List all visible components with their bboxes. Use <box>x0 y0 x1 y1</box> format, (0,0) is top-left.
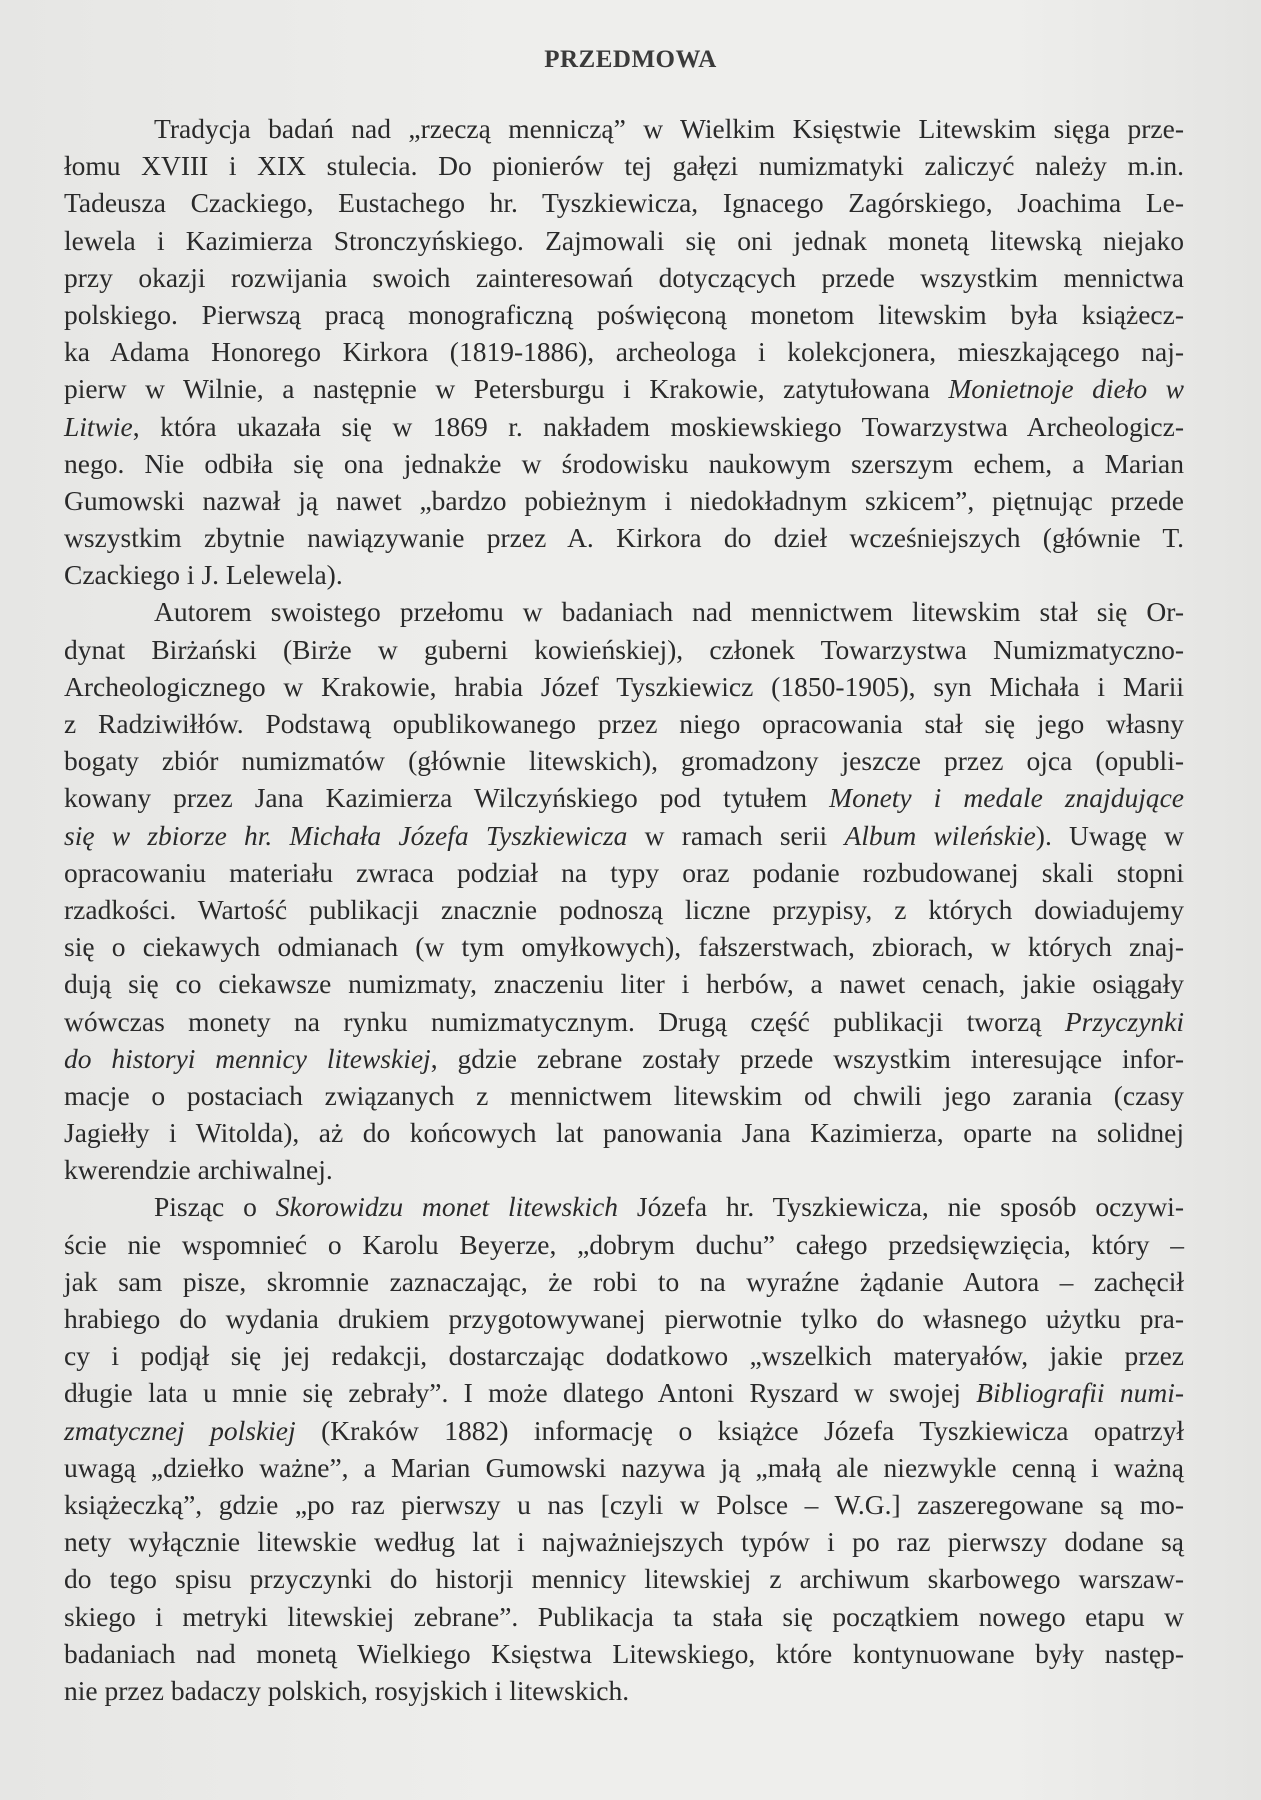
text-line <box>64 593 1184 630</box>
text-segment: ). Uwagę w <box>1035 819 1184 851</box>
text-line <box>64 445 1184 482</box>
text-line <box>64 259 1184 296</box>
text-line <box>64 1560 1184 1597</box>
text-segment: Tradycja badań nad „rzeczą menniczą” w Wielkim Księstwie Litewskim sięga prze- <box>154 113 1184 144</box>
text-line <box>64 222 1184 259</box>
text-segment: badaniach nad monetą Wielkiego Księstwa Litewskiego, które kontynuowane były następ- <box>64 1637 1184 1669</box>
text-line <box>64 779 1184 816</box>
text-line <box>64 1486 1184 1523</box>
text-segment: kwerendzie archiwalnej. <box>64 1154 333 1186</box>
text-segment: kowany przez Jana Kazimierza Wilczyńskiego pod tytułem <box>64 782 830 814</box>
text-segment: Jagiełły i Witolda), aż do końcowych lat panowania Jana Kazimierza, oparte na solidnej <box>64 1117 1184 1149</box>
paragraph <box>64 110 1184 593</box>
text-segment: łomu XVIII i XIX stulecia. Do pionierów tej gałęzi numizmatyki zaliczyć należy m.in. <box>64 150 1184 182</box>
text-segment: Józefa hr. Tyszkiewicza, nie sposób oczywi- <box>618 1191 1184 1223</box>
italic-title: się w zbiorze hr. Michała Józefa Tyszkiewicza <box>64 819 628 851</box>
text-line <box>64 1003 1184 1040</box>
text-line <box>64 631 1184 668</box>
body-text <box>64 110 1184 1709</box>
text-segment: ka Adama Honorego Kirkora (1819-1886), archeologa i kolekcjonera, mieszkającego naj- <box>64 336 1184 368</box>
text-segment: polskiego. Pierwszą pracą monograficzną poświęconą monetom litewskim była książecz- <box>64 298 1184 330</box>
text-line <box>64 1263 1184 1300</box>
text-segment: cy i podjął się jej redakcji, dostarczając dodatkowo „wszelkich materyałów, jakie przez <box>64 1340 1184 1372</box>
text-line <box>64 965 1184 1002</box>
text-segment: nety wyłącznie litewskie według lat i najważniejszych typów i po raz pierwszy dodane są <box>64 1526 1184 1558</box>
text-line <box>64 1188 1184 1225</box>
text-segment: Autorem swoistego przełomu w badaniach nad mennictwem litewskim stał się Or- <box>154 596 1184 628</box>
text-segment: się o ciekawych odmianach (w tym omyłkowych), fałszerstwach, zbiorach, w których znaj- <box>64 931 1184 963</box>
paragraph <box>64 1188 1184 1709</box>
text-line <box>64 482 1184 519</box>
text-line <box>64 556 1184 593</box>
text-segment: wszystkim zbytnie nawiązywanie przez A. Kirkora do dzieł wcześniejszych (głównie T. <box>64 522 1184 554</box>
text-line <box>64 1672 1184 1709</box>
text-segment: nie przez badaczy polskich, rosyjskich i litewskich. <box>64 1674 630 1706</box>
text-segment: uwagą „dziełko ważne”, a Marian Gumowski nazywa ją „małą ale niezwykle cenną i ważną <box>64 1451 1184 1483</box>
text-segment: (Kraków 1882) informację o książce Józefa Tyszkiewicza opatrzył <box>295 1414 1185 1446</box>
text-line <box>64 519 1184 556</box>
text-line <box>64 1635 1184 1672</box>
text-segment: przy okazji rozwijania swoich zainteresowań dotyczących przede wszystkim mennictwa <box>64 261 1184 293</box>
text-line <box>64 1523 1184 1560</box>
text-line <box>64 742 1184 779</box>
text-line <box>64 1337 1184 1374</box>
text-segment: lewela i Kazimierza Stronczyńskiego. Zajmowali się oni jednak monetą litewską niejako <box>64 224 1184 256</box>
text-segment: Pisząc o <box>154 1191 276 1223</box>
text-line <box>64 668 1184 705</box>
text-line <box>64 147 1184 184</box>
text-segment: dują się co ciekawsze numizmaty, znaczeniu liter i herbów, a nawet cenach, jakie osiągały <box>64 968 1184 1000</box>
text-segment: do tego spisu przyczynki do historji mennicy litewskiej z archiwum skarbowego warszaw- <box>64 1563 1184 1595</box>
text-line <box>64 184 1184 221</box>
italic-title: Album wileńskie <box>844 819 1036 851</box>
italic-title: Skorowidzu monet litewskich <box>275 1191 619 1223</box>
text-segment: bogaty zbiór numizmatów (głównie litewskich), gromadzony jeszcze przez ojca (opubli- <box>64 745 1184 777</box>
text-segment: w ramach serii <box>627 819 845 851</box>
text-segment: Archeologicznego w Krakowie, hrabia Józef Tyszkiewicz (1850-1905), syn Michała i Marii <box>64 670 1184 702</box>
text-line <box>64 854 1184 891</box>
text-line <box>64 110 1184 147</box>
italic-title: Bibliografii numi- <box>976 1377 1184 1409</box>
text-segment: hrabiego do wydania drukiem przygotowywanej pierwotnie tylko do własnego użytku pra- <box>64 1303 1184 1334</box>
text-line <box>64 705 1184 742</box>
italic-title: Monety i medale znajdujące <box>829 782 1184 814</box>
text-line <box>64 1077 1184 1114</box>
italic-title: do historyi mennicy litewskiej <box>64 1042 431 1074</box>
text-line <box>64 370 1184 407</box>
text-segment: książeczką”, gdzie „po raz pierwszy u nas [czyli w Polsce – W.G.] zaszeregowane są mo- <box>64 1488 1184 1520</box>
text-segment: długie lata u mnie się zebrały”. I może dlatego Antoni Ryszard w swojej <box>64 1377 977 1409</box>
text-line <box>64 1598 1184 1635</box>
italic-title: zmatycznej polskiej <box>64 1414 296 1446</box>
text-segment: macje o postaciach związanych z mennictwem litewskim od chwili jego zarania (czasy <box>64 1079 1184 1111</box>
text-line <box>64 1300 1184 1337</box>
text-line <box>64 1449 1184 1486</box>
text-line <box>64 296 1184 333</box>
text-line <box>64 333 1184 370</box>
text-line <box>64 1226 1184 1263</box>
text-segment: , gdzie zebrane zostały przede wszystkim interesujące infor- <box>430 1042 1185 1074</box>
text-segment: dynat Birżański (Birże w guberni kowieńskiej), członek Towarzystwa Numizmatyczno- <box>64 633 1184 665</box>
text-segment: nego. Nie odbiła się ona jednakże w środowisku naukowym szerszym echem, a Marian <box>64 447 1184 479</box>
text-segment: wówczas monety na rynku numizmatycznym. Drugą część publikacji tworzą <box>64 1005 1065 1037</box>
page-title: PRZEDMOWA <box>544 46 717 73</box>
text-line <box>64 1040 1184 1077</box>
italic-title: Monietnoje dieło w <box>948 373 1184 405</box>
text-segment: ście nie wspomnieć o Karolu Beyerze, „dobrym duchu” całego przedsięwzięcia, który – <box>64 1228 1184 1260</box>
text-line <box>64 891 1184 928</box>
text-line <box>64 1412 1184 1449</box>
text-segment: Gumowski nazwał ją nawet „bardzo pobieżnym i niedokładnym szkicem”, piętnując przede <box>64 484 1184 516</box>
text-segment: Tadeusza Czackiego, Eustachego hr. Tyszkiewicza, Ignacego Zagórskiego, Joachima Le- <box>64 187 1184 219</box>
italic-title: Litwie <box>64 410 133 442</box>
text-line <box>64 408 1184 445</box>
text-line <box>64 928 1184 965</box>
text-segment: z Radziwiłłów. Podstawą opublikowanego przez niego opracowania stał się jego własny <box>64 708 1184 739</box>
text-line <box>64 1114 1184 1151</box>
italic-title: Przyczynki <box>1064 1005 1184 1037</box>
text-line <box>64 1151 1184 1188</box>
text-segment: , która ukazała się w 1869 r. nakładem moskiewskiego Towarzystwa Archeologicz- <box>132 410 1184 442</box>
text-line <box>64 1374 1184 1411</box>
text-line <box>64 817 1184 854</box>
text-segment: opracowaniu materiału zwraca podział na typy oraz podanie rozbudowanej skali stopni <box>64 856 1184 888</box>
text-segment: pierw w Wilnie, a następnie w Petersburgu i Krakowie, zatytułowana <box>64 373 949 405</box>
text-segment: Czackiego i J. Lelewela). <box>64 559 343 591</box>
text-segment: rzadkości. Wartość publikacji znacznie podnoszą liczne przypisy, z których dowiadujemy <box>64 893 1184 925</box>
text-segment: jak sam pisze, skromnie zaznaczając, że robi to na wyraźne żądanie Autora – zachęcił <box>64 1265 1184 1297</box>
paragraph <box>64 593 1184 1188</box>
text-segment: skiego i metryki litewskiej zebrane”. Publikacja ta stała się początkiem nowego etapu w <box>64 1600 1184 1632</box>
